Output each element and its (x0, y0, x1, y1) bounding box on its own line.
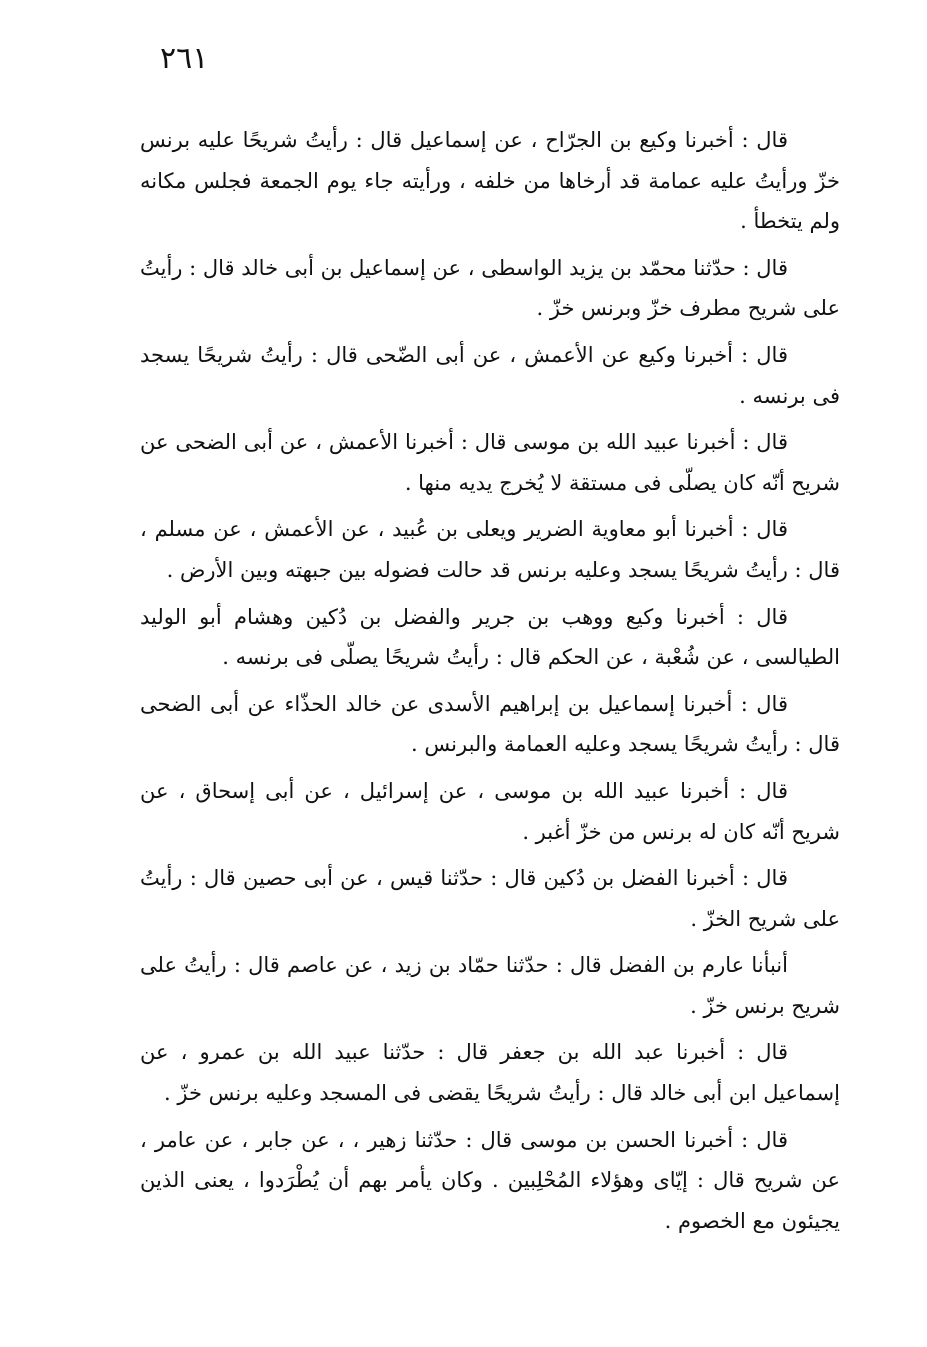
paragraph: أنبأنا عارم بن الفضل قال : حدّثنا حمّاد بن زيد ، عن عاصم قال : رأيتُ على شريح برنس خزّ . (140, 953, 840, 1018)
page-number: ٢٦١ (160, 41, 209, 76)
paragraph: قال : أخبرنا عبيد الله بن موسى قال : أخبرنا الأعمش ، عن أبى الضحى عن شريح أنّه كان يصلّى فى مستقة لا يُخرج يديه منها . (140, 430, 840, 495)
paragraph: قال : أخبرنا وكيع عن الأعمش ، عن أبى الضّحى قال : رأيتُ شريحًا يسجد فى برنسه . (140, 342, 840, 408)
paragraph: قال : حدّثنا محمّد بن يزيد الواسطى ، عن إسماعيل بن أبى خالد قال : رأيتُ على شريح مطرف خزّ وبرنس خزّ . (140, 255, 840, 321)
paragraph: قال : أخبرنا وكيع بن الجرّاح ، عن إسماعيل قال : رأيتُ شريحًا عليه برنس خزّ ورأيتُ عليه عمامة قد أرخاها من خلفه ، ورأيته جاء يوم الجمعة فجلس مكانه ولم يتخطأ . (140, 128, 840, 234)
page-body (140, 120, 840, 1247)
paragraph: قال : أخبرنا عبيد الله بن موسى ، عن إسرائيل ، عن أبى إسحاق ، عن شريح أنّه كان له برنس من خزّ أغبر . (140, 778, 840, 844)
paragraph: قال : أخبرنا الحسن بن موسى قال : حدّثنا زهير ، ، عن جابر ، عن عامر ، عن شريح قال : إيّاى وهؤلاء المُحْلِبين . وكان يأمر بهم أن يُطْرَدوا ، يعنى الذين يجيئون مع الخصوم . (140, 1127, 840, 1233)
paragraph: قال : أخبرنا وكيع ووهب بن جرير والفضل بن دُكين وهشام أبو الوليد الطيالسى ، عن شُعْبة ، عن الحكم قال : رأيتُ شريحًا يصلّى فى برنسه . (140, 604, 840, 670)
paragraph: قال : أخبرنا الفضل بن دُكين قال : حدّثنا قيس ، عن أبى حصين قال : رأيتُ على شريح الخزّ . (140, 866, 840, 931)
paragraph: قال : أخبرنا عبد الله بن جعفر قال : حدّثنا عبيد الله بن عمرو ، عن إسماعيل ابن أبى خالد قال : رأيتُ شريحًا يقضى فى المسجد وعليه برنس خزّ . (140, 1040, 840, 1106)
paragraph: قال : أخبرنا أبو معاوية الضرير ويعلى بن عُبيد ، عن الأعمش ، عن مسلم ، قال : رأيتُ شريحًا يسجد وعليه برنس قد حالت فضوله بين جبهته وبين الأرض . (140, 517, 840, 582)
paragraph: قال : أخبرنا إسماعيل بن إبراهيم الأسدى عن خالد الحذّاء عن أبى الضحى قال : رأيتُ شريحًا يسجد وعليه العمامة والبرنس . (140, 691, 840, 757)
